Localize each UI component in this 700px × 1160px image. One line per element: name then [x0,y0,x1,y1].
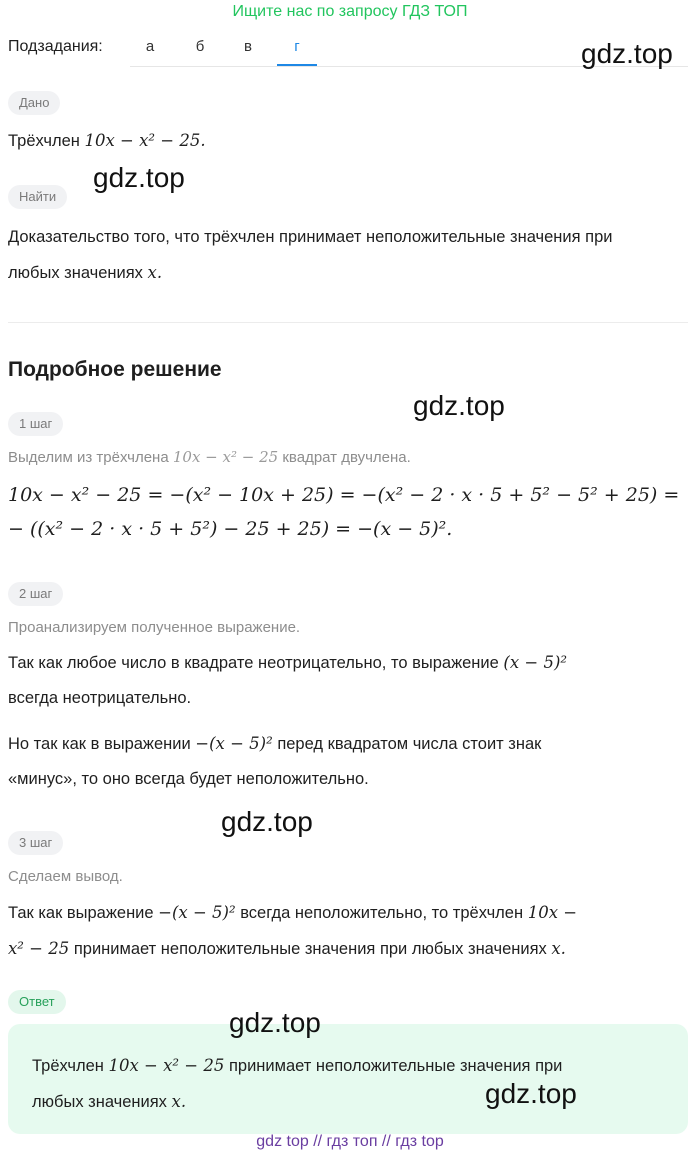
watermark: gdz.top [229,1007,321,1038]
tab-g[interactable]: г [277,38,317,66]
tab-v[interactable]: в [244,38,252,55]
footer-links[interactable]: gdz top // гдз топ // гдз top [256,1133,444,1150]
tab-b[interactable]: б [195,38,205,55]
find-text: Доказательство того, что трёхчлен принимает неположительные значения при любых значениях x. [8,228,613,282]
step3-chip: 3 шаг [8,831,63,855]
subtasks-label: Подзадания: [8,38,103,55]
step1-math: 10x − x² − 25 = −(x² − 10x + 25) = −(x² − 2 · x · 5 + 5² − 5² + 25) = − ((x² − 2 · x · 5 + 5²) − 25 + 25) = −(x − 5)². [8,484,680,540]
step2-intro: Проанализируем полученное выражение. [8,619,301,636]
divider [8,322,688,323]
given-chip: Дано [8,91,60,115]
step3-paragraph: Так как выражение −(x − 5)² всегда неположительно, то трёхчлен 10x − x² − 25 принимает неположительные значения при любых значениях x. [8,903,578,958]
promo-banner[interactable]: Ищите нас по запросу ГДЗ ТОП [232,3,468,20]
given-text: Трёхчлен 10x − x² − 25. [8,131,206,150]
watermark: gdz.top [413,390,505,421]
watermark: gdz.top [93,162,185,193]
given-expression: 10x − x² − 25. [84,131,206,150]
answer-text: Трёхчлен 10x − x² − 25 принимает неположительные значения при любых значениях x. [32,1056,563,1111]
answer-chip: Ответ [8,990,66,1014]
step2-paragraph2: Но так как в выражении −(x − 5)² перед квадратом числа стоит знак «минус», то оно всегда будет неположительно. [8,734,542,788]
find-chip: Найти [8,185,67,209]
answer-box [8,1024,688,1134]
tab-a[interactable]: а [145,38,155,55]
section-title: Подробное решение [8,358,222,381]
step2-paragraph1: Так как любое число в квадрате неотрицательно, то выражение (x − 5)² всегда неотрицательно. [8,653,568,707]
watermark: gdz.top [221,806,313,837]
watermark: gdz.top [581,38,673,69]
step1-intro: Выделим из трёхчлена 10x − x² − 25 квадрат двучлена. [8,448,411,466]
watermark: gdz.top [485,1078,577,1109]
step2-chip: 2 шаг [8,582,63,606]
step1-chip: 1 шаг [8,412,63,436]
step3-intro: Сделаем вывод. [8,868,123,885]
